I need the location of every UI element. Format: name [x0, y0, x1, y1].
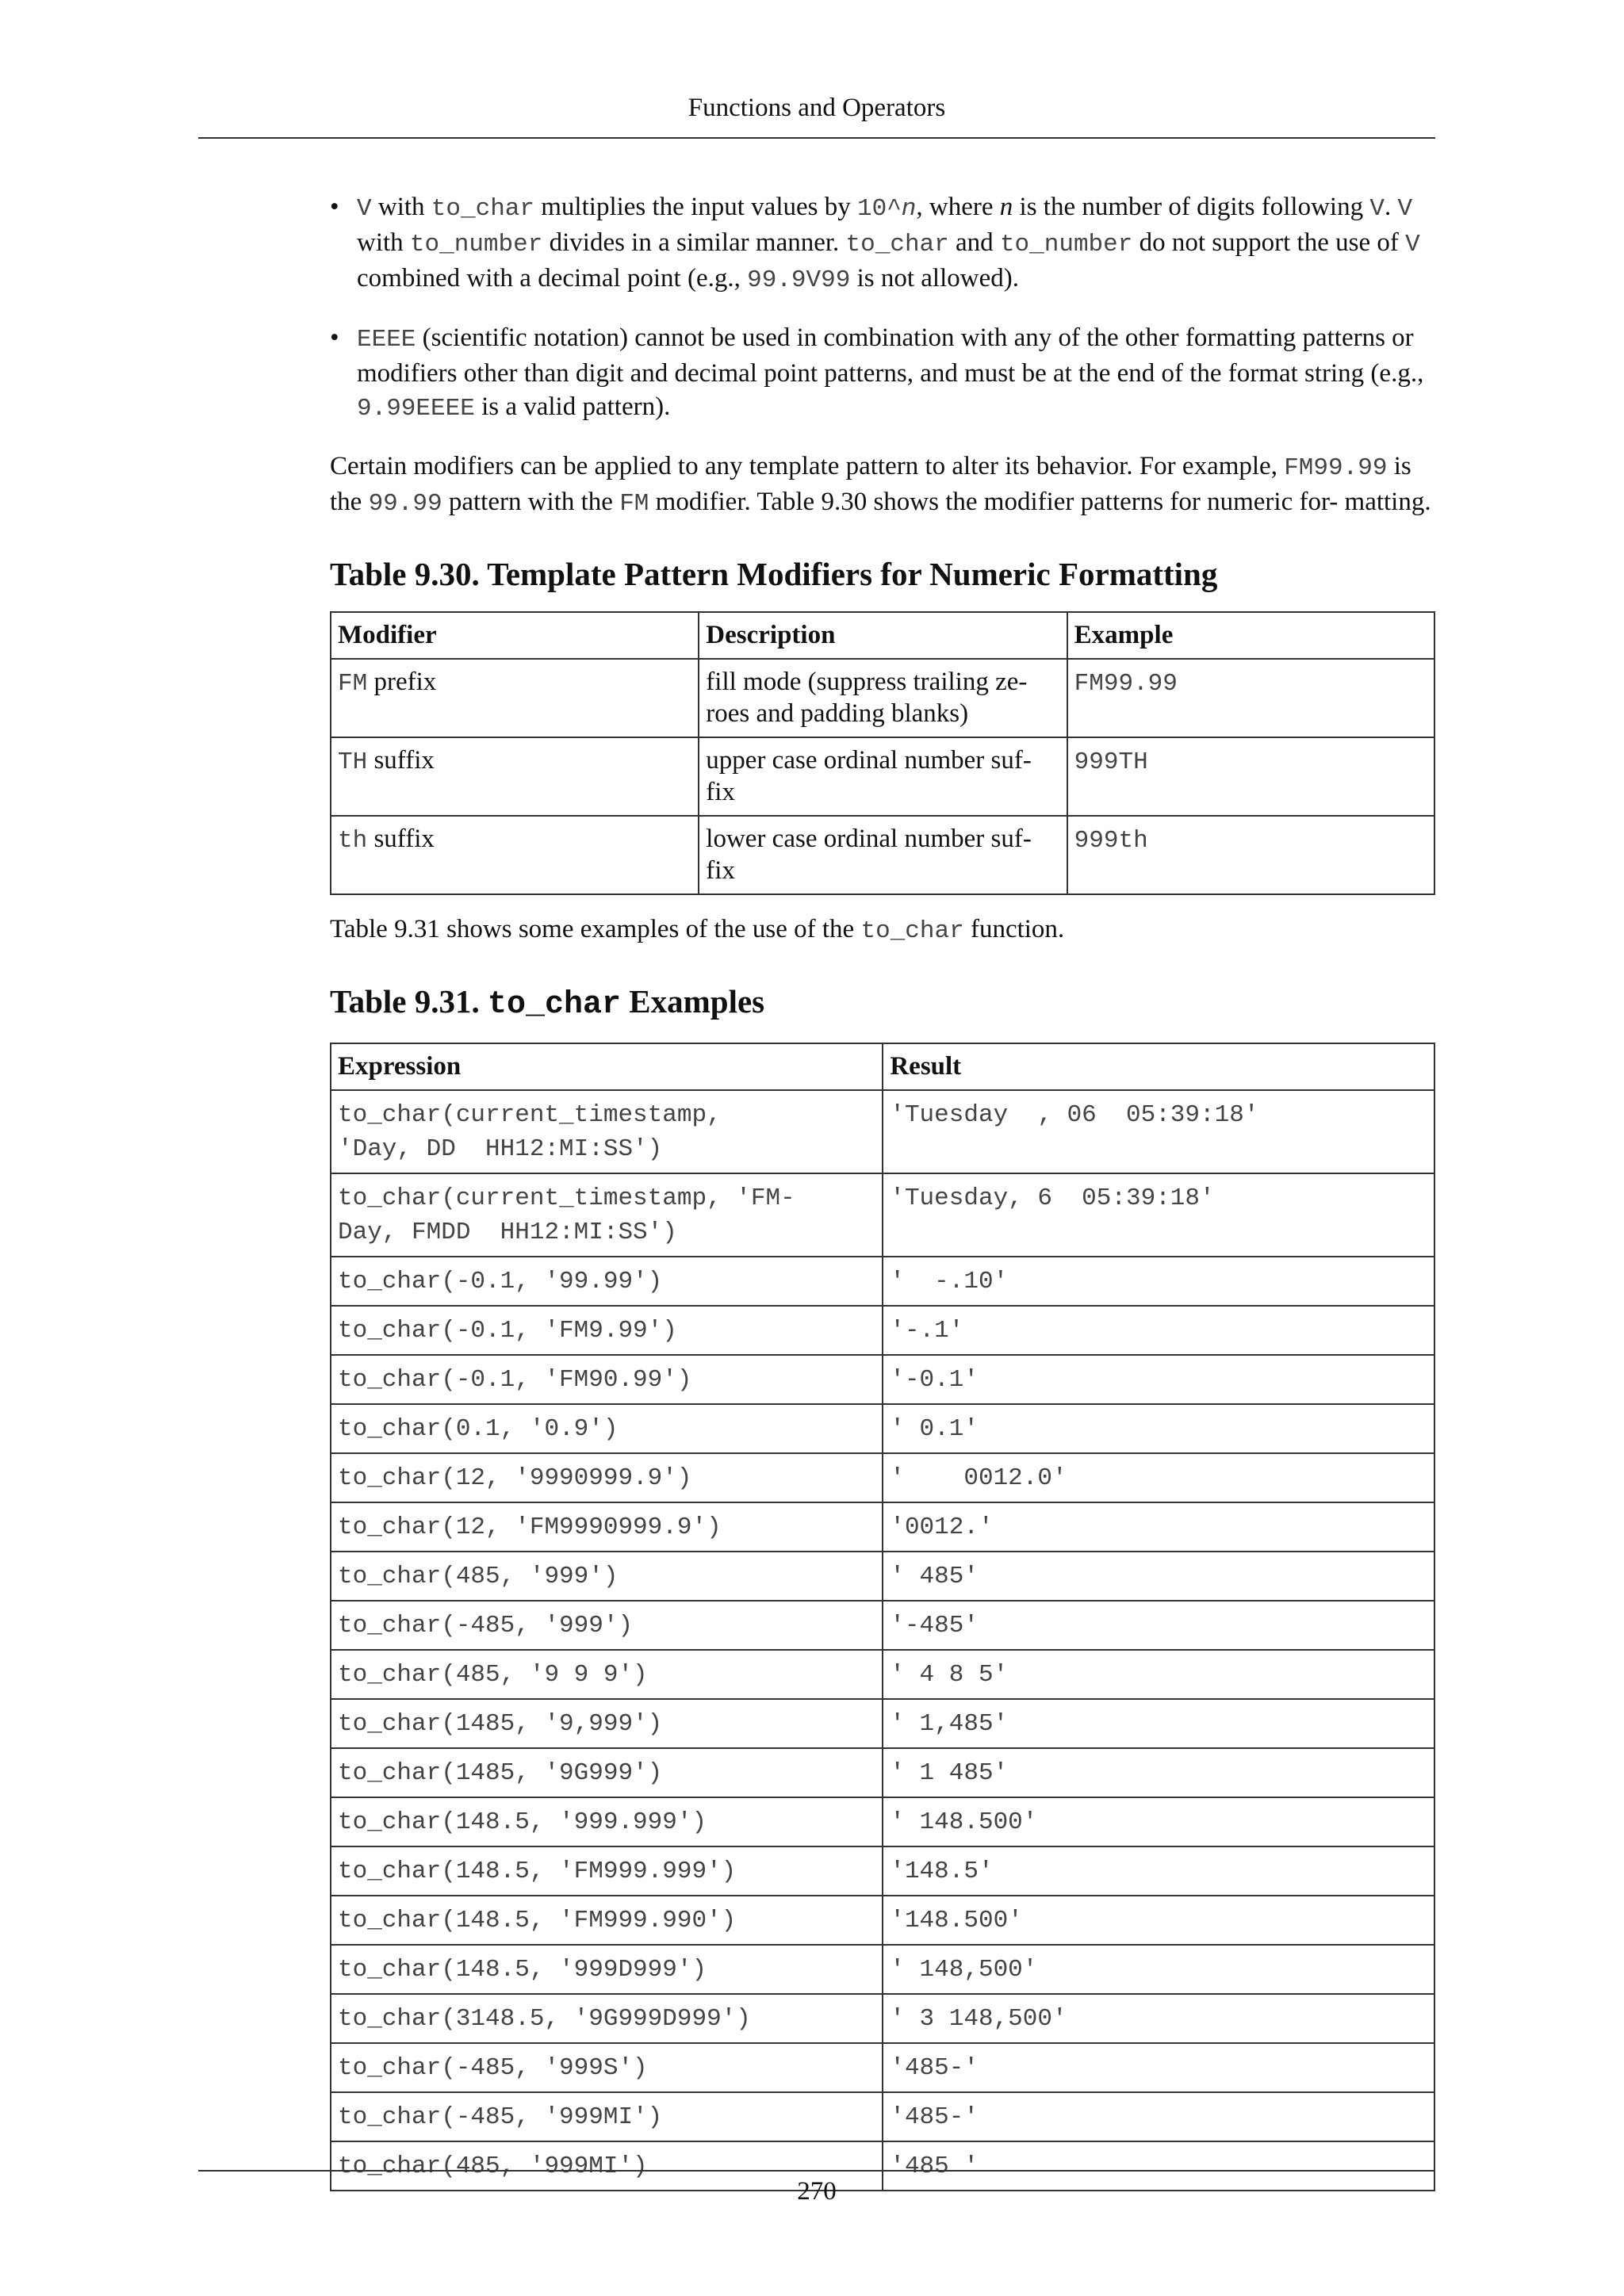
result-cell	[883, 1797, 1434, 1846]
text-run: multiplies the input values by	[534, 193, 857, 221]
inline-code: 10^	[856, 195, 902, 223]
inline-code: 9.99EEEE	[357, 395, 475, 423]
expression-code: to_char(current_timestamp, 'Day, DD HH12:MI:SS')	[338, 1101, 722, 1163]
expression-code: to_char(485, '9 9 9')	[338, 1661, 648, 1689]
text-run: is a valid pattern).	[474, 392, 671, 421]
italic-text: n	[999, 193, 1013, 221]
table-row	[331, 1846, 1434, 1896]
table-9-31-title	[330, 982, 1435, 1025]
paragraph-examples	[330, 913, 1435, 948]
inline-code-italic: n	[901, 195, 917, 223]
table-row	[331, 1994, 1434, 2043]
column-header: Expression	[331, 1043, 883, 1090]
inline-code: V	[1397, 195, 1413, 223]
table-row	[331, 2043, 1434, 2092]
expression-cell	[331, 1552, 883, 1601]
result-code: 'Tuesday, 6 05:39:18'	[890, 1184, 1215, 1212]
result-cell	[883, 1945, 1434, 1994]
page-header-title: Functions and Operators	[688, 94, 946, 122]
table-row	[331, 1306, 1434, 1355]
result-code: ' 3 148,500'	[890, 2005, 1067, 2033]
title-suffix: Examples	[621, 983, 765, 1020]
result-cell	[883, 2092, 1434, 2141]
expression-code: to_char(148.5, '999.999')	[338, 1808, 707, 1836]
expression-cell	[331, 1896, 883, 1945]
expression-code: to_char(148.5, 'FM999.999')	[338, 1858, 737, 1885]
table-row	[331, 1797, 1434, 1846]
expression-code: to_char(3148.5, '9G999D999')	[338, 2005, 751, 2033]
example-code: 999th	[1074, 827, 1148, 855]
expression-cell	[331, 1846, 883, 1896]
expression-code: to_char(-0.1, 'FM9.99')	[338, 1317, 677, 1345]
expression-code: to_char(12, 'FM9990999.9')	[338, 1513, 722, 1541]
result-cell	[883, 2043, 1434, 2092]
example-cell	[1067, 816, 1434, 894]
result-cell	[883, 1994, 1434, 2043]
result-cell	[883, 1257, 1434, 1306]
text-run: is the number of digits following	[1013, 193, 1370, 221]
expression-code: to_char(-485, '999')	[338, 1612, 634, 1640]
result-code: '485-'	[890, 2103, 979, 2131]
expression-cell	[331, 1650, 883, 1699]
text-run: modifier. Table 9.30 shows the modifier patterns for numeric for- matting.	[649, 488, 1431, 516]
result-code: ' 0.1'	[890, 1415, 979, 1443]
table-row	[331, 816, 1434, 894]
expression-cell	[331, 1355, 883, 1404]
table-row	[331, 1699, 1434, 1748]
column-header: Result	[883, 1043, 1434, 1090]
page-content	[330, 190, 1435, 2191]
text-run: pattern with the	[442, 488, 620, 516]
example-code: FM99.99	[1074, 670, 1178, 698]
modifier-code: FM	[338, 670, 368, 698]
modifier-kind: prefix	[367, 668, 437, 696]
example-cell	[1067, 659, 1434, 737]
expression-code: to_char(-485, '999MI')	[338, 2103, 663, 2131]
modifier-code: TH	[338, 748, 368, 776]
expression-cell	[331, 1257, 883, 1306]
expression-code: to_char(0.1, '0.9')	[338, 1415, 619, 1443]
modifier-cell	[331, 737, 699, 816]
table-row	[331, 659, 1434, 737]
text-run: function.	[963, 915, 1065, 943]
text-run: Certain modifiers can be applied to any template pattern to alter its behavior. For example,	[330, 452, 1285, 480]
text-run: is not allowed).	[850, 264, 1019, 293]
inline-code: EEEE	[357, 326, 416, 354]
paragraph-modifiers	[330, 450, 1435, 521]
result-cell	[883, 1090, 1434, 1173]
result-code: ' -.10'	[890, 1268, 1009, 1295]
expression-code: to_char(148.5, 'FM999.990')	[338, 1907, 737, 1934]
text-run: with	[357, 228, 410, 257]
expression-code: to_char(-485, '999S')	[338, 2054, 648, 2082]
result-code: '-485'	[890, 1612, 979, 1640]
column-header: Modifier	[331, 612, 699, 659]
inline-code: to_char	[431, 195, 535, 223]
expression-cell	[331, 1502, 883, 1552]
description-cell: fill mode (suppress trailing ze- roes and padding blanks)	[699, 659, 1067, 737]
table-row	[331, 1090, 1434, 1173]
result-cell	[883, 1552, 1434, 1601]
text-run: (scientific notation) cannot be used in combination with any of the other formatting patterns or modifiers other than digit and decimal point patterns, and must be at the end of the format string (e.g.,	[357, 323, 1424, 388]
text-run: .	[1384, 193, 1398, 221]
table-row	[331, 1355, 1434, 1404]
expression-cell	[331, 2043, 883, 2092]
text-run: do not support the use of	[1132, 228, 1406, 257]
table-row	[331, 1453, 1434, 1502]
inline-code: 99.9V99	[747, 266, 851, 294]
expression-code: to_char(-0.1, '99.99')	[338, 1268, 663, 1295]
table-row	[331, 1945, 1434, 1994]
text-run: divides in a similar manner.	[542, 228, 846, 257]
table-row	[331, 1257, 1434, 1306]
table-row	[331, 1404, 1434, 1453]
text-run: and	[948, 228, 1000, 257]
inline-code: FM99.99	[1284, 454, 1388, 482]
modifier-cell	[331, 659, 699, 737]
expression-code: to_char(-0.1, 'FM90.99')	[338, 1366, 692, 1394]
to-char-examples-table	[330, 1043, 1435, 2191]
expression-cell	[331, 1699, 883, 1748]
example-code: 999TH	[1074, 748, 1148, 776]
description-cell: lower case ordinal number suf- fix	[699, 816, 1067, 894]
result-code: ' 0012.0'	[890, 1464, 1067, 1492]
expression-cell	[331, 1173, 883, 1257]
bullet-item	[330, 321, 1435, 426]
result-cell	[883, 1846, 1434, 1896]
table-row	[331, 1552, 1434, 1601]
modifier-table	[330, 611, 1435, 895]
column-header: Description	[699, 612, 1067, 659]
result-code: '485 '	[890, 2152, 979, 2180]
bullet-list	[330, 190, 1435, 426]
bullet-item	[330, 190, 1435, 297]
description-cell: upper case ordinal number suf- fix	[699, 737, 1067, 816]
result-code: ' 1 485'	[890, 1759, 1009, 1787]
expression-cell	[331, 1090, 883, 1173]
header-rule	[198, 137, 1435, 139]
result-cell	[883, 1404, 1434, 1453]
table-row	[331, 1601, 1434, 1650]
modifier-kind: suffix	[367, 825, 435, 853]
text-run: with	[371, 193, 431, 221]
result-code: ' 1,485'	[890, 1710, 1009, 1738]
result-code: '148.500'	[890, 1907, 1023, 1934]
title-code: to_char	[487, 987, 622, 1023]
table-9-30-title: Table 9.30. Template Pattern Modifiers for Numeric Formatting	[330, 556, 1218, 592]
expression-code: to_char(485, '999')	[338, 1563, 619, 1590]
modifier-kind: suffix	[367, 746, 435, 775]
result-code: '-0.1'	[890, 1366, 979, 1394]
footer-rule	[198, 2170, 1435, 2172]
inline-code: FM	[619, 490, 649, 518]
inline-code: V	[1405, 231, 1420, 258]
result-cell	[883, 1173, 1434, 1257]
expression-cell	[331, 1797, 883, 1846]
table-header-row	[331, 612, 1434, 659]
table-row	[331, 2092, 1434, 2141]
inline-code: V	[1369, 195, 1385, 223]
expression-cell	[331, 1748, 883, 1797]
text-run: combined with a decimal point (e.g.,	[357, 264, 748, 293]
inline-code: V	[357, 195, 372, 223]
text-run: Table 9.31 shows some examples of the use of the	[330, 915, 861, 943]
result-code: '148.5'	[890, 1858, 994, 1885]
result-cell	[883, 1306, 1434, 1355]
result-cell	[883, 1896, 1434, 1945]
rich-text	[357, 193, 1420, 293]
example-cell	[1067, 737, 1434, 816]
inline-code: to_char	[860, 917, 964, 945]
inline-code: to_number	[409, 231, 543, 258]
result-code: 'Tuesday , 06 05:39:18'	[890, 1101, 1259, 1129]
expression-code: to_char(1485, '9,999')	[338, 1710, 663, 1738]
inline-code: 99.99	[368, 490, 442, 518]
expression-cell	[331, 1404, 883, 1453]
expression-code: to_char(485, '999MI')	[338, 2152, 648, 2180]
table-row	[331, 1502, 1434, 1552]
result-cell	[883, 1650, 1434, 1699]
result-cell	[883, 1355, 1434, 1404]
text-run: is the	[330, 452, 1411, 516]
table-row	[331, 1650, 1434, 1699]
bullet-dot-icon: •	[330, 193, 339, 221]
result-cell	[883, 1453, 1434, 1502]
modifier-cell	[331, 816, 699, 894]
expression-cell	[331, 1994, 883, 2043]
expression-cell	[331, 2092, 883, 2141]
modifier-code: th	[338, 827, 368, 855]
rich-text	[357, 323, 1423, 421]
text-run: , where	[916, 193, 1000, 221]
result-code: '-.1'	[890, 1317, 964, 1345]
table-row	[331, 737, 1434, 816]
table-row	[331, 1173, 1434, 1257]
expression-code: to_char(12, '9990999.9')	[338, 1464, 692, 1492]
result-cell	[883, 1601, 1434, 1650]
expression-code: to_char(148.5, '999D999')	[338, 1956, 707, 1984]
column-header: Example	[1067, 612, 1434, 659]
result-cell	[883, 1699, 1434, 1748]
expression-cell	[331, 1306, 883, 1355]
inline-code: to_number	[999, 231, 1133, 258]
result-code: ' 485'	[890, 1563, 979, 1590]
expression-cell	[331, 1453, 883, 1502]
expression-code: to_char(current_timestamp, 'FM- Day, FMDD HH12:MI:SS')	[338, 1184, 795, 1246]
expression-cell	[331, 1945, 883, 1994]
inline-code: to_char	[845, 231, 949, 258]
title-prefix: Table 9.31.	[330, 983, 488, 1020]
expression-code: to_char(1485, '9G999')	[338, 1759, 663, 1787]
table-header-row	[331, 1043, 1434, 1090]
bullet-dot-icon: •	[330, 323, 339, 352]
expression-cell	[331, 1601, 883, 1650]
result-code: ' 148,500'	[890, 1956, 1038, 1984]
result-code: '0012.'	[890, 1513, 994, 1541]
table-row	[331, 1748, 1434, 1797]
result-code: ' 4 8 5'	[890, 1661, 1009, 1689]
table-row	[331, 1896, 1434, 1945]
result-cell	[883, 1748, 1434, 1797]
page-number: 270	[797, 2177, 837, 2206]
result-code: '485-'	[890, 2054, 979, 2082]
result-code: ' 148.500'	[890, 1808, 1038, 1836]
result-cell	[883, 1502, 1434, 1552]
